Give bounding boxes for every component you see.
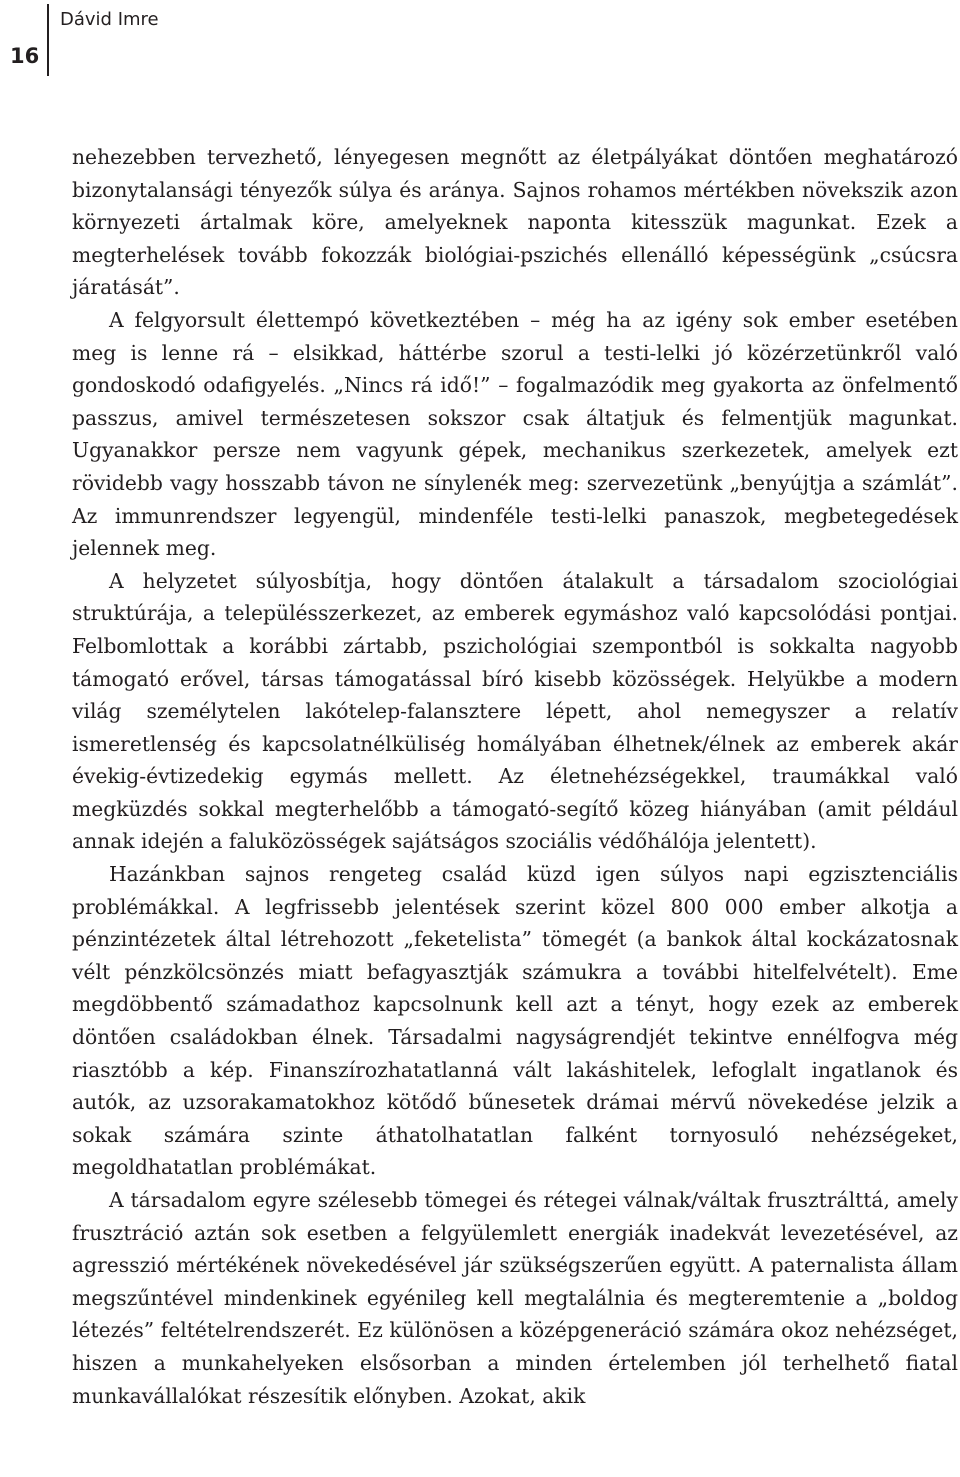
paragraph: A társadalom egyre szélesebb tömegei és rétegei válnak/váltak frusztrálttá, amely frusztráció aztán sok esetben a felgyülemlett energiák inadekvát levezetésével, az agresszió mértékének növekedésével jár szükségszerűen együtt. A paternalista állam megszűntével mindenkinek egyénileg kell megtalálnia és megteremtenie a „boldog létezés” feltételrendszerét. Ez különösen a középgeneráció számára okoz nehézséget, hiszen a munkahelyeken elsősorban a minden értelemben jól terhelhető fiatal munkavállalókat részesítik előnyben. Azokat, akik: [72, 1188, 958, 1408]
running-head-author: Dávid Imre: [60, 9, 159, 30]
paragraph: A felgyorsult élettempó következtében – még ha az igény sok ember esetében meg is lenne rá – elsikkad, háttérbe szorul a testi-lelki jó közérzetünkről való gondoskodó odafigyelés. „Nincs rá idő!” – fogalmazódik meg gyakorta az önfelmentő passzus, amivel természetesen sokszor csak áltatjuk és felmentjük magunkat. Ugyanakkor persze nem vagyunk gépek, mechanikus szerkezetek, amelyek ezt rövidebb vagy hosszabb távon ne sínylenék meg: szervezetünk „benyújtja a számlát”. Az immunrendszer legyengül, mindenféle testi-lelki panaszok, megbetegedések jelennek meg.: [72, 307, 958, 561]
paragraph: Hazánkban sajnos rengeteg család küzd igen súlyos napi egzisztenciális problémákkal. A legfrissebb jelentések szerint közel 800 000 ember alkotja a pénzintézetek által létrehozott „feketelista” tömegét (a bankok által kockázatosnak vélt pénzkölcsönzés miatt befagyasztják számukra a további hitelfelvételt). Eme megdöbbentő számadathoz kapcsolnunk kell azt a tényt, hogy ezek az emberek döntően családokban élnek. Társadalmi nagyságrendjét tekintve ennélfogva még riasztóbb a kép. Finanszírozhatatlanná vált lakáshitelek, lefoglalt ingatlanok és autók, az uzsorakamatokhoz kötődő bűnesetek drámai mérvű növekedése jelzik a sokak számára szinte áthatolhatatlan falként tornyosuló nehézségeket, megoldhatatlan problémákat.: [72, 862, 958, 1180]
page-number: 16: [10, 44, 40, 68]
body-text: [72, 141, 958, 1412]
header-divider: [47, 4, 49, 76]
page-header: [0, 0, 960, 80]
paragraph-continuation: nehezebben tervezhető, lényegesen megnőtt az életpályákat döntően meghatározó bizonytalansági tényezők súlya és aránya. Sajnos rohamos mértékben növekszik azon környezeti ártalmak köre, amelyeknek naponta kitesszük magunkat. Ezek a megterhelések tovább fokozzák biológiai-pszichés ellenálló képességünk „csúcsra járatását”.: [72, 145, 958, 300]
paragraph: A helyzetet súlyosbítja, hogy döntően átalakult a társadalom szociológiai struktúrája, a településszerkezet, az emberek egymáshoz való kapcsolódási pontjai. Felbomlottak a korábbi zártabb, pszichológiai szempontból is sokkalta nagyobb támogató erővel, társas támogatással bíró kisebb közösségek. Helyükbe a modern világ személytelen lakótelep-falansztere lépett, ahol nemegyszer a relatív ismeretlenség és kapcsolatnélküliség homályában élhetnek/élnek az emberek akár évekig-évtizedekig egymás mellett. Az életnehézségekkel, traumákkal való megküzdés sokkal megterhelőbb a támogató-segítő közeg hiányában (amit például annak idején a faluközösségek sajátságos szociális védőhálója jelentett).: [72, 568, 958, 854]
